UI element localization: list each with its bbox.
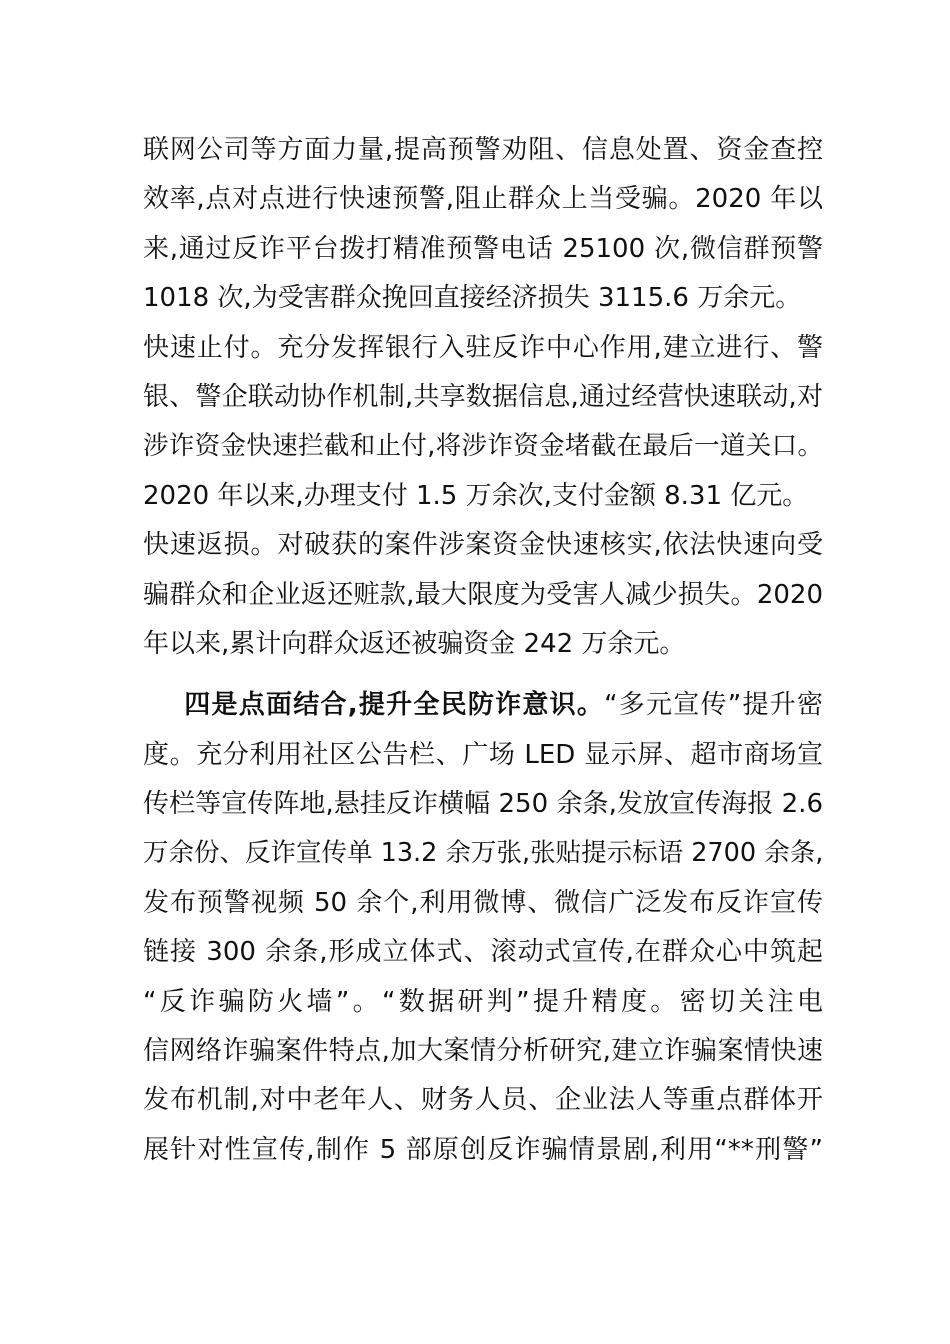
text-line: 万余份、反诈宣传单 13.2 余万张,张贴提示标语 2700 余条, <box>143 838 824 869</box>
text-line: 信网络诈骗案件特点,加大案情分析研究,建立诈骗案情快速 <box>143 1036 823 1067</box>
text-line: 1018 次,为受害群众挽回直接经济损失 3115.6 万余元。 <box>143 283 802 314</box>
text-line: “反诈骗防火墙”。“数据研判”提升精度。密切关注电 <box>143 986 823 1017</box>
text-line: 年以来,累计向群众返还被骗资金 242 万余元。 <box>143 628 686 659</box>
text-line: 银、警企联动协作机制,共享数据信息,通过经营快速联动,对 <box>143 381 823 412</box>
text-line: 传栏等宣传阵地,悬挂反诈横幅 250 余条,发放宣传海报 2.6 <box>143 789 823 820</box>
text-line: 快速返损。对破获的案件涉案资金快速核实,依法快速向受 <box>143 530 823 561</box>
section-heading: 四是点面结合,提升全民防诈意识。 <box>183 690 605 721</box>
text-line: 链接 300 余条,形成立体式、滚动式宣传,在群众心中筑起 <box>143 937 823 968</box>
text-line: 发布机制,对中老年人、财务人员、企业法人等重点群体开 <box>143 1085 823 1116</box>
paragraph-gap <box>143 669 823 681</box>
text-line: 发布预警视频 50 余个,利用微博、微信广泛发布反诈宣传 <box>143 887 823 918</box>
text-span: “多元宣传”提升密 <box>604 690 823 721</box>
text-line: 联网公司等方面力量,提高预警劝阻、信息处置、资金查控 <box>143 135 823 165</box>
text-line: 效率,点对点进行快速预警,阻止群众上当受骗。2020 年以 <box>143 184 823 215</box>
paragraph-first-line <box>143 681 823 730</box>
text-line: 骗群众和企业返还赃款,最大限度为受害人减少损失。2020 <box>143 579 823 610</box>
text-line: 来,通过反诈平台拨打精准预警电话 25100 次,微信群预警 <box>143 233 823 264</box>
body-text <box>143 126 823 1175</box>
text-line: 展针对性宣传,制作 5 部原创反诈骗情景剧,利用“**刑警” <box>143 1134 823 1165</box>
text-line: 2020 年以来,办理支付 1.5 万余次,支付金额 8.31 亿元。 <box>143 480 809 511</box>
text-line: 度。充分利用社区公告栏、广场 LED 显示屏、超市商场宣 <box>143 739 823 770</box>
text-line: 快速止付。充分发挥银行入驻反诈中心作用,建立进行、警 <box>143 332 823 363</box>
text-line: 涉诈资金快速拦截和止付,将涉诈资金堵截在最后一道关口。 <box>143 431 823 462</box>
